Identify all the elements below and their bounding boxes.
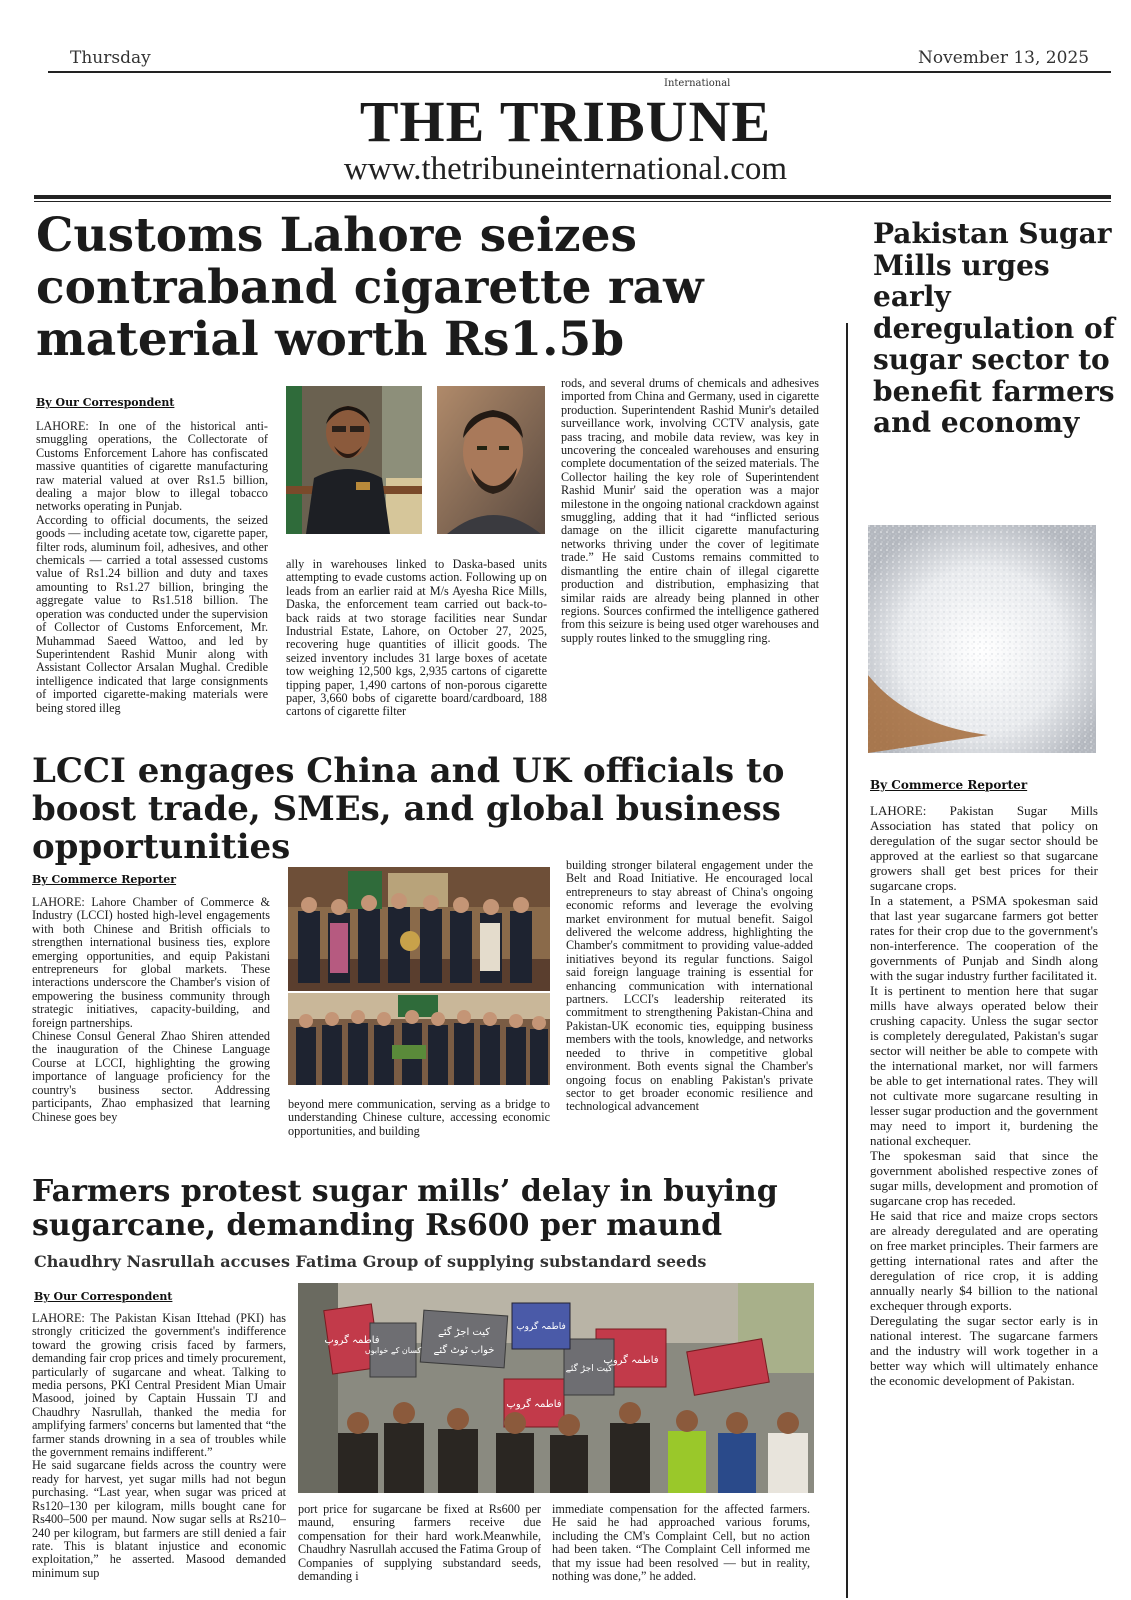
protest-sign: کیت اجڑ گئے [565, 1364, 613, 1374]
story3-column-1 [32, 1312, 286, 1584]
paragraph: He said that rice and maize crops sectors are already deregulated and are operating on free market principles. Their farmers are getting international rates and after the deregulation of rice crop, it is adding annually nearly $4 billion to the national exchequer through exports. [870, 1208, 1098, 1313]
protest-sign: فاطمہ گروپ [516, 1322, 566, 1332]
protest-sign: فاطمہ گروپ [324, 1335, 380, 1346]
protest-sign: فاطمہ گروپ [506, 1399, 562, 1410]
sidebar-byline: By Commerce Reporter [870, 778, 1028, 792]
paragraph: immediate compensation for the affected farmers. He said he had approached various forums, including the CM's Complaint Cell, but no action had been taken. “The Complaint Cell informed me that my issue had been resolved — but in reality, nothing was done,” he added. [552, 1503, 810, 1584]
protest-sign: کیت اجڑ گئے [437, 1327, 491, 1338]
sugar-photo [868, 525, 1096, 753]
newspaper-name: THE TRIBUNE [359, 89, 772, 154]
story3-subhead: Chaudhry Nasrullah accuses Fatima Group of supplying substandard seeds [34, 1252, 707, 1271]
paragraph: LAHORE: The Pakistan Kisan Ittehad (PKI) has strongly criticized the government's indifference toward the growing crisis faced by farmers, demanding fair crop prices and timely procurement, particularly of sugarcane and wheat. Talking to media persons, PKI Central President Mian Umair Masood, joined by Captain Hussain TJ and Chaudhry Nasrullah, thanked the media for amplifying farmers' concerns but lamented that “the farmer stands drowning in a sea of troubles while the government remains indifferent.” [32, 1312, 286, 1460]
paragraph: port price for sugarcane be fixed at Rs600 per maund, ensuring farmers receive due compensation for their hard work.Meanwhile, Chaudhry Nasrullah accused the Fatima Group of Companies of supplying substandard seeds, demanding i [298, 1503, 541, 1584]
date-label: November 13, 2025 [918, 48, 1090, 68]
paragraph: beyond mere communication, serving as a bridge to understanding Chinese culture, accessing economic opportunities, and building [288, 1098, 550, 1138]
story3-column-3 [552, 1503, 810, 1585]
customs-collector-photo [286, 386, 422, 534]
story2-headline[interactable]: LCCI engages China and UK officials to boost trade, SMEs, and global business opportunities [32, 751, 785, 867]
story3-byline: By Our Correspondent [34, 1290, 173, 1303]
story2-column-3 [566, 859, 813, 1139]
story3-column-2 [298, 1503, 541, 1585]
column-divider [846, 323, 848, 1598]
story1-column-2 [286, 558, 547, 720]
paragraph: rods, and several drums of chemicals and adhesives imported from China and Germany, used in cigarette production. Superintendent Rashid Munir's detailed surveillance work, involving CCTV analysis, gate pass tracing, and mobile data review, was key in uncovering the concealed warehouses and ensuring complete documentation of the seized materials. The Collector hailing the key role of Superintendent Rashid Munir' said the operation was a major milestone in the ongoing national crackdown against smuggling, adding that it had “inflicted serious damage on the illicit cigarette manufacturing networks thriving under the cover of legitimate trade.” He said Customs remains committed to dismantling the entire chain of illegal cigarette production and distribution, emphasizing that similar raids are already being planned in other regions. Sources confirmed the intelligence gathered from this seizure is being used otger warehouses and supply routes linked to the smuggling ring. [561, 377, 819, 645]
paragraph: LAHORE: Lahore Chamber of Commerce & Industry (LCCI) hosted high-level engagements with both Chinese and British officials to strengthen international business ties, explore emerging opportunities, and equip Pakistani entrepreneurs for global markets. These interactions underscore the Chamber's vision of empowering the business community through strategic initiatives, capacity-building, and foreign partnerships. [32, 896, 270, 1030]
paragraph: He said sugarcane fields across the country were ready for harvest, yet sugar mills had not begun purchasing. “Last year, when sugar was priced at Rs120–130 per kilogram, mills bought cane for Rs400–500 per maund. Now sugar sells at Rs210–240 per kilogram, but farmers are still denied a fair rate. This is blatant injustice and economic exploitation,” he asserted. Masood demanded minimum sup [32, 1458, 286, 1580]
paragraph: building stronger bilateral engagement under the Belt and Road Initiative. He encouraged local entrepreneurs to stay abreast of China's ongoing economic reforms and leverage the evolving market environment for mutual benefit. Saigol delivered the welcome address, highlighting the Chamber's commitment to providing value-added initiatives beyond its regular functions. Saigol said foreign language training is essential for enhancing communication with international partners. LCCI's leadership reiterated its commitment to strengthening Pakistan-China and Pakistan-UK economic ties, equipping business members with the tools, knowledge, and networks needed to thrive in competitive global environment. Both events signal the Chamber's ongoing focus on enabling Pakistan's private sector to get broader economic resilience and technological advancement [566, 859, 813, 1114]
story1-byline: By Our Correspondent [36, 396, 175, 409]
paragraph: In a statement, a PSMA spokesman said that last year sugarcane farmers got better rates for their crop due to the government's non-interference. The cooperation of the governments of Punjab and Sindh along with the sugar industry further facilitated it. [870, 893, 1098, 983]
top-rule [48, 71, 1111, 73]
lcci-meeting-photo-1 [288, 867, 550, 991]
protest-sign: کسان کے خوابوں [364, 1346, 422, 1355]
story1-headline[interactable]: Customs Lahore seizes contraband cigarette raw material worth Rs1.5b [36, 208, 704, 367]
protest-sign: فاطمہ گروپ [603, 1355, 659, 1366]
sidebar-headline[interactable]: Pakistan Sugar Mills urges early deregulation of sugar sector to benefit farmers and economy [873, 217, 1115, 439]
story2-column-1 [32, 896, 270, 1136]
masthead-rule-thin [34, 201, 1111, 202]
story1-column-3 [561, 377, 819, 722]
story1-column-1 [36, 420, 268, 720]
protest-sign: خواب ٹوٹ گئے [433, 1345, 495, 1356]
day-label: Thursday [70, 48, 151, 68]
paragraph: It is pertinent to mention here that sugar mills have always operated below their crushing capacity. Unless the sugar sector is completely deregulated, Pakistan's sugar sector will neither be able to compete with the international market, nor will farmers be able to get international rates. They will not cultivate more sugarcane resulting in lesser sugar production and the government may need to import it, burdening the national exchequer. [870, 983, 1098, 1148]
superintendent-photo [437, 386, 545, 534]
paragraph: LAHORE: Pakistan Sugar Mills Association has stated that policy on deregulation of the sugar sector should be approved at the earliest so that sugarcane growers shall get best prices for their sugarcane crops. [870, 803, 1098, 893]
masthead-rule [34, 195, 1111, 199]
story3-headline[interactable]: Farmers protest sugar mills’ delay in buying sugarcane, demanding Rs600 per maund [32, 1174, 778, 1243]
website-url[interactable]: www.thetribuneinternational.com [343, 151, 788, 187]
story2-byline: By Commerce Reporter [32, 873, 177, 886]
paragraph: Chinese Consul General Zhao Shiren attended the inauguration of the Chinese Language Course at LCCI, highlighting the growing importance of language proficiency for the country's business sector. Addressing participants, Zhao emphasized that learning Chinese goes bey [32, 1029, 270, 1124]
lcci-meeting-photo-2 [288, 993, 550, 1085]
farmers-protest-photo [298, 1283, 814, 1493]
edition-label: International [664, 78, 731, 89]
paragraph: According to official documents, the seized goods — including acetate tow, cigarette paper, filter rods, aluminum foil, adhesives, and other chemicals — carried a total assessed customs value of Rs1.24 billion and duty and taxes amounting to Rs1.27 billion, bringing the aggregate value to Rs1.518 billion. The operation was conducted under the supervision of Collector of Customs Enforcement, Mr. Muhammad Saeed Wattoo, and led by Superintendent Rashid Munir along with Assistant Collector Arsalan Mughal. Credible intelligence indicated that large consignments of imported cigarette-making materials were being stored illeg [36, 512, 268, 715]
story2-column-2 [288, 1098, 550, 1138]
paragraph: Deregulating the sugar sector early is in national interest. The sugarcane farmers and the industry will work together in a better way which will ultimately enhance the economic development of Pakistan. [870, 1313, 1098, 1388]
paragraph: LAHORE: In one of the historical anti-smuggling operations, the Collectorate of Customs Enforcement Lahore has confiscated massive quantities of cigarette manufacturing raw material valued at over Rs1.5 billion, dealing a major blow to illegal tobacco networks operating in Punjab. [36, 420, 268, 514]
paragraph: The spokesman said that since the government abolished respective zones of sugar mills, development and promotion of sugarcane crop has receded. [870, 1148, 1098, 1208]
sidebar-column [870, 803, 1098, 1593]
paragraph: ally in warehouses linked to Daska-based units attempting to evade customs action. Following up on leads from an earlier raid at M/s Ayesha Rice Mills, Daska, the enforcement team carried out back-to-back raids at two storage facilities near Sundar Industrial Estate, Lahore, on October 27, 2025, recovering huge quantities of illicit goods. The seized inventory includes 31 large boxes of acetate tow weighing 12,500 kgs, 2,935 cartons of cigarette tipping paper, 1,490 cartons of non-porous cigarette paper, 3,660 bobs of cigarette board/cardboard, 188 cartons of cigarette filter [286, 558, 547, 719]
